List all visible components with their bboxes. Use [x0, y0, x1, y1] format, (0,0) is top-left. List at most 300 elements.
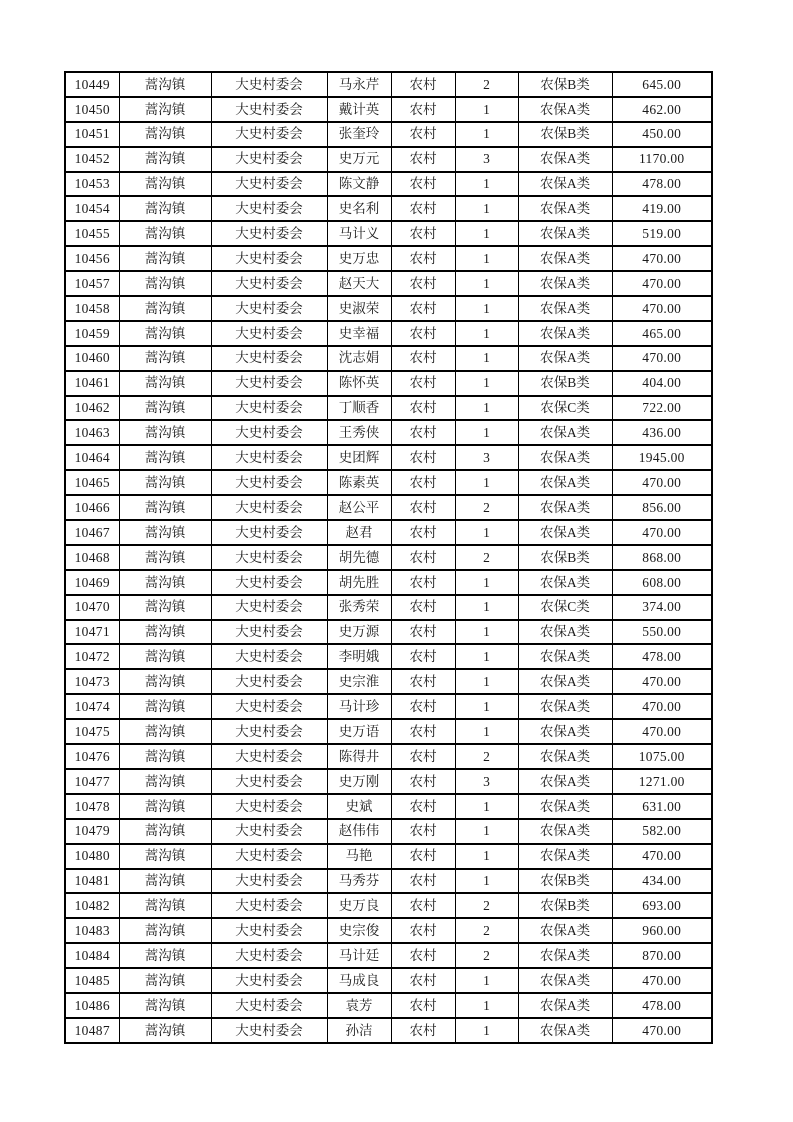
cell-town: 蒿沟镇: [119, 196, 211, 221]
cell-count: 1: [455, 694, 518, 719]
cell-amount: 470.00: [612, 1018, 712, 1043]
cell-town: 蒿沟镇: [119, 495, 211, 520]
cell-person: 史万语: [327, 719, 391, 744]
cell-person: 赵公平: [327, 495, 391, 520]
table-row: [65, 1018, 712, 1043]
table-row: [65, 196, 712, 221]
cell-town: 蒿沟镇: [119, 346, 211, 371]
cell-town: 蒿沟镇: [119, 371, 211, 396]
cell-amount: 478.00: [612, 993, 712, 1018]
cell-village: 大史村委会: [211, 769, 327, 794]
cell-village: 大史村委会: [211, 396, 327, 421]
cell-locality: 农村: [391, 893, 455, 918]
cell-count: 2: [455, 918, 518, 943]
table-row: [65, 271, 712, 296]
cell-village: 大史村委会: [211, 495, 327, 520]
cell-amount: 1945.00: [612, 445, 712, 470]
cell-person: 史名利: [327, 196, 391, 221]
cell-amount: 470.00: [612, 719, 712, 744]
cell-person: 孙洁: [327, 1018, 391, 1043]
cell-category: 农保A类: [518, 346, 612, 371]
cell-amount: 470.00: [612, 470, 712, 495]
table-row: [65, 719, 712, 744]
cell-village: 大史村委会: [211, 296, 327, 321]
cell-category: 农保A类: [518, 221, 612, 246]
cell-person: 史万源: [327, 620, 391, 645]
cell-person: 马永芹: [327, 72, 391, 97]
cell-amount: 550.00: [612, 620, 712, 645]
cell-village: 大史村委会: [211, 122, 327, 147]
table-row: [65, 769, 712, 794]
cell-count: 2: [455, 744, 518, 769]
cell-serial: 10463: [65, 420, 119, 445]
cell-person: 胡先胜: [327, 570, 391, 595]
cell-village: 大史村委会: [211, 246, 327, 271]
cell-category: 农保A类: [518, 844, 612, 869]
cell-amount: 868.00: [612, 545, 712, 570]
cell-serial: 10475: [65, 719, 119, 744]
cell-serial: 10462: [65, 396, 119, 421]
cell-town: 蒿沟镇: [119, 72, 211, 97]
cell-category: 农保A类: [518, 993, 612, 1018]
cell-village: 大史村委会: [211, 1018, 327, 1043]
cell-category: 农保B类: [518, 545, 612, 570]
cell-count: 1: [455, 968, 518, 993]
cell-category: 农保C类: [518, 595, 612, 620]
cell-person: 史万元: [327, 147, 391, 172]
cell-town: 蒿沟镇: [119, 819, 211, 844]
cell-category: 农保A类: [518, 445, 612, 470]
cell-town: 蒿沟镇: [119, 246, 211, 271]
cell-count: 1: [455, 620, 518, 645]
cell-locality: 农村: [391, 196, 455, 221]
cell-amount: 470.00: [612, 669, 712, 694]
table-row: [65, 644, 712, 669]
cell-amount: 693.00: [612, 893, 712, 918]
table-row: [65, 993, 712, 1018]
table-row: [65, 893, 712, 918]
cell-locality: 农村: [391, 420, 455, 445]
cell-amount: 960.00: [612, 918, 712, 943]
cell-serial: 10459: [65, 321, 119, 346]
cell-locality: 农村: [391, 122, 455, 147]
cell-serial: 10476: [65, 744, 119, 769]
cell-town: 蒿沟镇: [119, 744, 211, 769]
cell-locality: 农村: [391, 943, 455, 968]
cell-serial: 10472: [65, 644, 119, 669]
cell-amount: 582.00: [612, 819, 712, 844]
cell-count: 2: [455, 72, 518, 97]
cell-town: 蒿沟镇: [119, 271, 211, 296]
cell-person: 戴计英: [327, 97, 391, 122]
cell-category: 农保A类: [518, 968, 612, 993]
cell-locality: 农村: [391, 694, 455, 719]
cell-serial: 10470: [65, 595, 119, 620]
table-row: [65, 794, 712, 819]
table-body: [65, 72, 712, 1043]
cell-category: 农保A类: [518, 819, 612, 844]
cell-village: 大史村委会: [211, 620, 327, 645]
cell-locality: 农村: [391, 172, 455, 197]
cell-serial: 10480: [65, 844, 119, 869]
cell-category: 农保A类: [518, 147, 612, 172]
table-row: [65, 620, 712, 645]
table-row: [65, 97, 712, 122]
cell-town: 蒿沟镇: [119, 97, 211, 122]
cell-town: 蒿沟镇: [119, 445, 211, 470]
cell-category: 农保A类: [518, 918, 612, 943]
cell-serial: 10474: [65, 694, 119, 719]
table-row: [65, 246, 712, 271]
cell-serial: 10484: [65, 943, 119, 968]
cell-town: 蒿沟镇: [119, 545, 211, 570]
cell-village: 大史村委会: [211, 221, 327, 246]
cell-person: 陈素英: [327, 470, 391, 495]
cell-amount: 470.00: [612, 271, 712, 296]
cell-amount: 374.00: [612, 595, 712, 620]
cell-count: 1: [455, 570, 518, 595]
cell-count: 1: [455, 1018, 518, 1043]
cell-locality: 农村: [391, 346, 455, 371]
cell-count: 1: [455, 644, 518, 669]
cell-category: 农保B类: [518, 869, 612, 894]
cell-category: 农保A类: [518, 246, 612, 271]
table-row: [65, 869, 712, 894]
cell-town: 蒿沟镇: [119, 595, 211, 620]
cell-serial: 10467: [65, 520, 119, 545]
cell-town: 蒿沟镇: [119, 147, 211, 172]
cell-category: 农保A类: [518, 644, 612, 669]
cell-category: 农保A类: [518, 271, 612, 296]
cell-count: 1: [455, 196, 518, 221]
cell-count: 2: [455, 495, 518, 520]
table-row: [65, 321, 712, 346]
table-row: [65, 495, 712, 520]
cell-count: 1: [455, 719, 518, 744]
cell-category: 农保A类: [518, 669, 612, 694]
table-row: [65, 172, 712, 197]
cell-count: 1: [455, 172, 518, 197]
cell-amount: 436.00: [612, 420, 712, 445]
cell-village: 大史村委会: [211, 196, 327, 221]
cell-town: 蒿沟镇: [119, 122, 211, 147]
cell-locality: 农村: [391, 271, 455, 296]
cell-serial: 10486: [65, 993, 119, 1018]
table-row: [65, 545, 712, 570]
table-row: [65, 371, 712, 396]
cell-locality: 农村: [391, 371, 455, 396]
cell-person: 史宗淮: [327, 669, 391, 694]
cell-serial: 10482: [65, 893, 119, 918]
cell-serial: 10471: [65, 620, 119, 645]
table-row: [65, 296, 712, 321]
benefits-table: [64, 71, 713, 1044]
cell-person: 张秀荣: [327, 595, 391, 620]
cell-town: 蒿沟镇: [119, 470, 211, 495]
table-row: [65, 595, 712, 620]
cell-serial: 10485: [65, 968, 119, 993]
cell-serial: 10487: [65, 1018, 119, 1043]
cell-category: 农保A类: [518, 97, 612, 122]
cell-category: 农保A类: [518, 196, 612, 221]
cell-locality: 农村: [391, 819, 455, 844]
cell-category: 农保A类: [518, 420, 612, 445]
table-row: [65, 918, 712, 943]
cell-count: 2: [455, 893, 518, 918]
cell-amount: 470.00: [612, 520, 712, 545]
cell-category: 农保A类: [518, 321, 612, 346]
cell-serial: 10449: [65, 72, 119, 97]
cell-amount: 450.00: [612, 122, 712, 147]
cell-person: 赵伟伟: [327, 819, 391, 844]
cell-town: 蒿沟镇: [119, 396, 211, 421]
cell-amount: 631.00: [612, 794, 712, 819]
cell-town: 蒿沟镇: [119, 172, 211, 197]
cell-person: 史万刚: [327, 769, 391, 794]
cell-locality: 农村: [391, 495, 455, 520]
cell-amount: 470.00: [612, 694, 712, 719]
cell-person: 李明娥: [327, 644, 391, 669]
cell-category: 农保A类: [518, 694, 612, 719]
cell-amount: 870.00: [612, 943, 712, 968]
cell-serial: 10458: [65, 296, 119, 321]
cell-person: 王秀侠: [327, 420, 391, 445]
cell-amount: 470.00: [612, 346, 712, 371]
cell-amount: 465.00: [612, 321, 712, 346]
cell-village: 大史村委会: [211, 918, 327, 943]
cell-count: 1: [455, 346, 518, 371]
cell-category: 农保A类: [518, 794, 612, 819]
cell-town: 蒿沟镇: [119, 893, 211, 918]
cell-locality: 农村: [391, 719, 455, 744]
cell-category: 农保A类: [518, 943, 612, 968]
cell-locality: 农村: [391, 844, 455, 869]
cell-category: 农保A类: [518, 1018, 612, 1043]
cell-category: 农保A类: [518, 570, 612, 595]
cell-village: 大史村委会: [211, 97, 327, 122]
cell-locality: 农村: [391, 769, 455, 794]
cell-town: 蒿沟镇: [119, 968, 211, 993]
cell-village: 大史村委会: [211, 669, 327, 694]
cell-village: 大史村委会: [211, 445, 327, 470]
cell-serial: 10453: [65, 172, 119, 197]
cell-locality: 农村: [391, 396, 455, 421]
cell-count: 1: [455, 420, 518, 445]
cell-person: 史万忠: [327, 246, 391, 271]
cell-locality: 农村: [391, 918, 455, 943]
cell-person: 马计珍: [327, 694, 391, 719]
cell-person: 陈得井: [327, 744, 391, 769]
cell-locality: 农村: [391, 520, 455, 545]
cell-serial: 10477: [65, 769, 119, 794]
table-row: [65, 570, 712, 595]
cell-count: 3: [455, 147, 518, 172]
cell-category: 农保A类: [518, 744, 612, 769]
cell-village: 大史村委会: [211, 595, 327, 620]
cell-locality: 农村: [391, 72, 455, 97]
table-row: [65, 346, 712, 371]
cell-town: 蒿沟镇: [119, 644, 211, 669]
table-row: [65, 221, 712, 246]
cell-town: 蒿沟镇: [119, 869, 211, 894]
cell-village: 大史村委会: [211, 520, 327, 545]
cell-amount: 608.00: [612, 570, 712, 595]
cell-count: 1: [455, 97, 518, 122]
cell-town: 蒿沟镇: [119, 669, 211, 694]
cell-amount: 722.00: [612, 396, 712, 421]
cell-category: 农保A类: [518, 520, 612, 545]
cell-amount: 404.00: [612, 371, 712, 396]
cell-village: 大史村委会: [211, 893, 327, 918]
cell-locality: 农村: [391, 644, 455, 669]
cell-serial: 10465: [65, 470, 119, 495]
cell-count: 1: [455, 221, 518, 246]
cell-town: 蒿沟镇: [119, 943, 211, 968]
cell-count: 1: [455, 844, 518, 869]
cell-locality: 农村: [391, 669, 455, 694]
table-row: [65, 396, 712, 421]
table-row: [65, 943, 712, 968]
cell-count: 1: [455, 122, 518, 147]
cell-town: 蒿沟镇: [119, 221, 211, 246]
cell-count: 1: [455, 993, 518, 1018]
table-row: [65, 669, 712, 694]
cell-serial: 10468: [65, 545, 119, 570]
cell-village: 大史村委会: [211, 993, 327, 1018]
cell-person: 史淑荣: [327, 296, 391, 321]
cell-locality: 农村: [391, 545, 455, 570]
cell-village: 大史村委会: [211, 744, 327, 769]
cell-serial: 10460: [65, 346, 119, 371]
cell-locality: 农村: [391, 321, 455, 346]
cell-town: 蒿沟镇: [119, 321, 211, 346]
cell-category: 农保A类: [518, 719, 612, 744]
cell-locality: 农村: [391, 968, 455, 993]
cell-person: 沈志娟: [327, 346, 391, 371]
table-row: [65, 420, 712, 445]
cell-town: 蒿沟镇: [119, 918, 211, 943]
cell-village: 大史村委会: [211, 694, 327, 719]
cell-town: 蒿沟镇: [119, 993, 211, 1018]
cell-person: 马计廷: [327, 943, 391, 968]
cell-count: 2: [455, 943, 518, 968]
cell-locality: 农村: [391, 445, 455, 470]
cell-village: 大史村委会: [211, 943, 327, 968]
cell-village: 大史村委会: [211, 172, 327, 197]
cell-person: 袁芳: [327, 993, 391, 1018]
cell-amount: 1170.00: [612, 147, 712, 172]
cell-amount: 419.00: [612, 196, 712, 221]
cell-amount: 462.00: [612, 97, 712, 122]
table-row: [65, 147, 712, 172]
cell-serial: 10473: [65, 669, 119, 694]
cell-person: 马成良: [327, 968, 391, 993]
cell-count: 3: [455, 445, 518, 470]
cell-town: 蒿沟镇: [119, 620, 211, 645]
cell-village: 大史村委会: [211, 321, 327, 346]
cell-amount: 470.00: [612, 296, 712, 321]
cell-count: 1: [455, 520, 518, 545]
cell-village: 大史村委会: [211, 346, 327, 371]
cell-count: 1: [455, 794, 518, 819]
cell-town: 蒿沟镇: [119, 719, 211, 744]
cell-count: 1: [455, 246, 518, 271]
cell-count: 1: [455, 271, 518, 296]
cell-amount: 478.00: [612, 644, 712, 669]
cell-category: 农保B类: [518, 72, 612, 97]
cell-category: 农保A类: [518, 172, 612, 197]
cell-town: 蒿沟镇: [119, 794, 211, 819]
cell-person: 史团辉: [327, 445, 391, 470]
cell-village: 大史村委会: [211, 420, 327, 445]
cell-town: 蒿沟镇: [119, 1018, 211, 1043]
cell-serial: 10464: [65, 445, 119, 470]
cell-amount: 470.00: [612, 968, 712, 993]
cell-locality: 农村: [391, 246, 455, 271]
cell-count: 1: [455, 470, 518, 495]
cell-category: 农保B类: [518, 371, 612, 396]
cell-village: 大史村委会: [211, 819, 327, 844]
cell-serial: 10455: [65, 221, 119, 246]
cell-count: 1: [455, 595, 518, 620]
cell-amount: 470.00: [612, 246, 712, 271]
cell-village: 大史村委会: [211, 869, 327, 894]
cell-count: 1: [455, 669, 518, 694]
cell-person: 史斌: [327, 794, 391, 819]
table-row: [65, 520, 712, 545]
cell-serial: 10483: [65, 918, 119, 943]
cell-serial: 10452: [65, 147, 119, 172]
cell-village: 大史村委会: [211, 968, 327, 993]
cell-amount: 434.00: [612, 869, 712, 894]
cell-count: 1: [455, 296, 518, 321]
cell-person: 马计义: [327, 221, 391, 246]
table-row: [65, 694, 712, 719]
cell-amount: 519.00: [612, 221, 712, 246]
cell-village: 大史村委会: [211, 72, 327, 97]
cell-locality: 农村: [391, 296, 455, 321]
table-row: [65, 122, 712, 147]
cell-person: 丁顺香: [327, 396, 391, 421]
cell-amount: 470.00: [612, 844, 712, 869]
cell-village: 大史村委会: [211, 147, 327, 172]
cell-person: 陈怀英: [327, 371, 391, 396]
cell-person: 赵君: [327, 520, 391, 545]
cell-person: 陈文静: [327, 172, 391, 197]
cell-town: 蒿沟镇: [119, 520, 211, 545]
cell-village: 大史村委会: [211, 644, 327, 669]
cell-serial: 10469: [65, 570, 119, 595]
cell-locality: 农村: [391, 1018, 455, 1043]
table-row: [65, 819, 712, 844]
cell-village: 大史村委会: [211, 719, 327, 744]
cell-person: 张奎玲: [327, 122, 391, 147]
cell-person: 赵天大: [327, 271, 391, 296]
cell-category: 农保A类: [518, 470, 612, 495]
cell-serial: 10481: [65, 869, 119, 894]
cell-person: 胡先德: [327, 545, 391, 570]
cell-serial: 10454: [65, 196, 119, 221]
cell-town: 蒿沟镇: [119, 844, 211, 869]
cell-serial: 10450: [65, 97, 119, 122]
cell-serial: 10479: [65, 819, 119, 844]
cell-locality: 农村: [391, 620, 455, 645]
cell-category: 农保A类: [518, 620, 612, 645]
cell-serial: 10457: [65, 271, 119, 296]
table-row: [65, 470, 712, 495]
cell-person: 史万良: [327, 893, 391, 918]
cell-category: 农保A类: [518, 296, 612, 321]
